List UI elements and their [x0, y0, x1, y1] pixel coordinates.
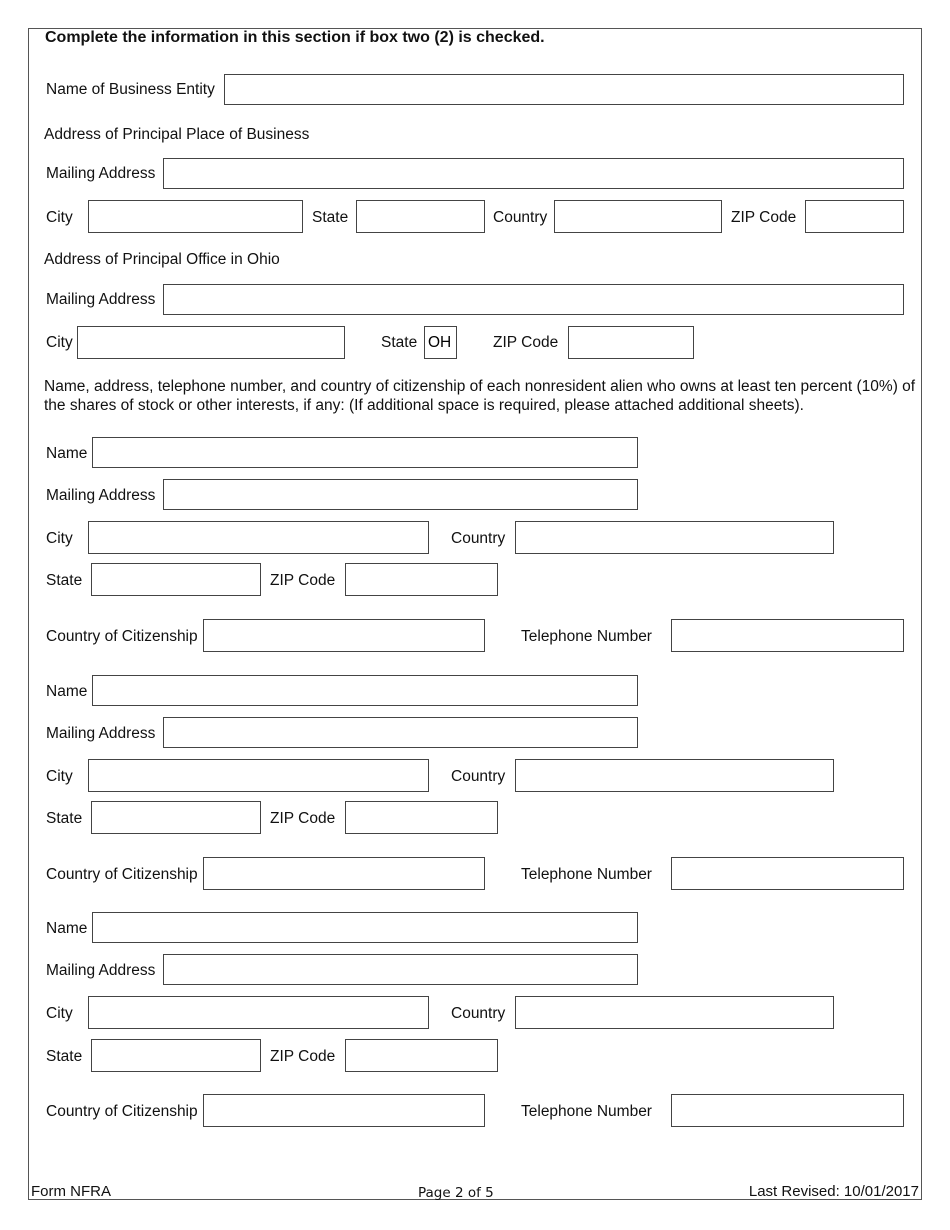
owner2-citizenship-label: Country of Citizenship: [46, 866, 198, 883]
owner2-city-label: City: [46, 768, 73, 785]
owner1-city-label: City: [46, 530, 73, 547]
ohio-state-label: State: [381, 334, 418, 351]
owner1-mailing-input[interactable]: [163, 479, 638, 510]
business-name-input[interactable]: [224, 74, 904, 105]
owner1-citizenship-input[interactable]: [203, 619, 485, 652]
owner1-zip-label: ZIP Code: [270, 572, 336, 589]
ohio-mailing-input[interactable]: [163, 284, 904, 315]
owner3-citizenship-label: Country of Citizenship: [46, 1103, 198, 1120]
owner3-citizenship-input[interactable]: [203, 1094, 485, 1127]
form-name: Form NFRA: [31, 1183, 111, 1200]
principal-business-heading: Address of Principal Place of Business: [44, 126, 310, 143]
owner1-country-label: Country: [451, 530, 506, 547]
owner2-city-input[interactable]: [88, 759, 429, 792]
owner1-name-input[interactable]: [92, 437, 638, 468]
owner2-telephone-label: Telephone Number: [521, 866, 652, 883]
owner1-country-input[interactable]: [515, 521, 834, 554]
owner3-mailing-input[interactable]: [163, 954, 638, 985]
owner1-zip-input[interactable]: [345, 563, 498, 596]
principal-mailing-label: Mailing Address: [46, 165, 156, 182]
owner2-name-input[interactable]: [92, 675, 638, 706]
owner2-telephone-input[interactable]: [671, 857, 904, 890]
principal-zip-label: ZIP Code: [731, 209, 797, 226]
ohio-zip-label: ZIP Code: [493, 334, 559, 351]
owner3-mailing-label: Mailing Address: [46, 962, 156, 979]
ohio-office-heading: Address of Principal Office in Ohio: [44, 251, 280, 268]
principal-zip-input[interactable]: [805, 200, 904, 233]
principal-state-label: State: [312, 209, 349, 226]
principal-country-input[interactable]: [554, 200, 722, 233]
owner2-mailing-input[interactable]: [163, 717, 638, 748]
ohio-mailing-label: Mailing Address: [46, 291, 156, 308]
owner2-state-label: State: [46, 810, 83, 827]
business-name-label: Name of Business Entity: [46, 81, 215, 98]
owner3-zip-input[interactable]: [345, 1039, 498, 1072]
owner3-zip-label: ZIP Code: [270, 1048, 336, 1065]
ohio-city-input[interactable]: [77, 326, 345, 359]
owner1-mailing-label: Mailing Address: [46, 487, 156, 504]
last-revised: Last Revised: 10/01/2017: [748, 1183, 919, 1200]
principal-state-input[interactable]: [356, 200, 485, 233]
owner3-name-input[interactable]: [92, 912, 638, 943]
owner1-state-label: State: [46, 572, 83, 589]
owner1-telephone-label: Telephone Number: [521, 628, 652, 645]
principal-country-label: Country: [493, 209, 548, 226]
owner1-state-input[interactable]: [91, 563, 261, 596]
owner3-name-label: Name: [46, 920, 88, 937]
owner3-state-input[interactable]: [91, 1039, 261, 1072]
owner2-name-label: Name: [46, 683, 88, 700]
owner2-zip-label: ZIP Code: [270, 810, 336, 827]
owner3-telephone-input[interactable]: [671, 1094, 904, 1127]
owner2-country-input[interactable]: [515, 759, 834, 792]
section-heading: Complete the information in this section if box two (2) is checked.: [45, 29, 545, 46]
ohio-state-input[interactable]: [424, 326, 457, 359]
ohio-city-label: City: [46, 334, 73, 351]
owner2-zip-input[interactable]: [345, 801, 498, 834]
owner3-country-input[interactable]: [515, 996, 834, 1029]
owner3-country-label: Country: [451, 1005, 506, 1022]
owner1-city-input[interactable]: [88, 521, 429, 554]
owner2-citizenship-input[interactable]: [203, 857, 485, 890]
owner3-city-input[interactable]: [88, 996, 429, 1029]
ohio-zip-input[interactable]: [568, 326, 694, 359]
owner2-state-input[interactable]: [91, 801, 261, 834]
owner1-telephone-input[interactable]: [671, 619, 904, 652]
owner3-city-label: City: [46, 1005, 73, 1022]
principal-city-input[interactable]: [88, 200, 303, 233]
owner2-mailing-label: Mailing Address: [46, 725, 156, 742]
owner2-country-label: Country: [451, 768, 506, 785]
owner3-state-label: State: [46, 1048, 83, 1065]
principal-city-label: City: [46, 209, 73, 226]
owner1-name-label: Name: [46, 445, 88, 462]
owners-instructions: Name, address, telephone number, and country of citizenship of each nonresident alien who owns at least ten percent (10%) of the shares of stock or other interests, if any: (If additional space is required, please attached additional sheets).: [44, 378, 916, 414]
owner3-telephone-label: Telephone Number: [521, 1103, 652, 1120]
page-number: Page 2 of 5: [418, 1185, 494, 1201]
owner1-citizenship-label: Country of Citizenship: [46, 628, 198, 645]
principal-mailing-input[interactable]: [163, 158, 904, 189]
